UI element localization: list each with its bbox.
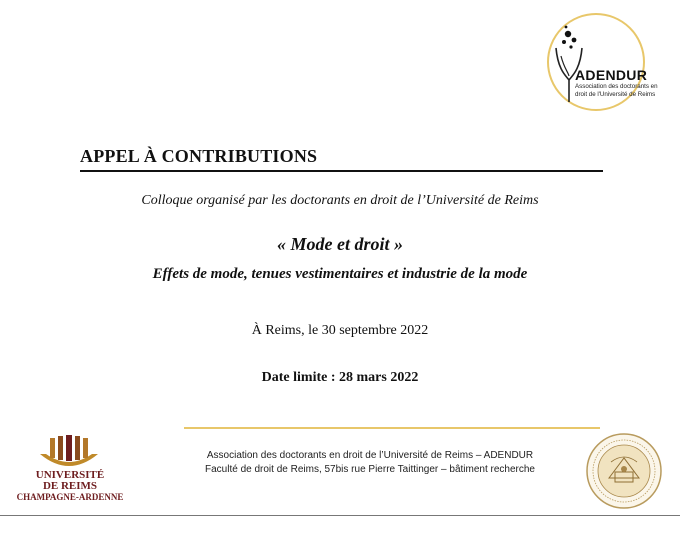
event-theme: « Mode et droit » <box>277 234 403 254</box>
tagline-line-1: Association des doctorants en <box>575 83 658 90</box>
footer-line-2: Faculté de droit de Reims, 57bis rue Pierre Taittinger – bâtiment recherche <box>205 464 535 475</box>
footer-line-1: Association des doctorants en droit de l’Université de Reims – ADENDUR <box>206 450 534 461</box>
footer-address <box>160 449 580 477</box>
university-line-2: DE REIMS <box>42 480 98 492</box>
page-title: APPEL À CONTRIBUTIONS <box>80 146 318 166</box>
tagline-line-2: droit de l'Université de Reims <box>575 90 656 98</box>
university-line-3: CHAMPAGNE-ARDENNE <box>16 492 124 502</box>
university-line-1: UNIVERSITÉ <box>35 469 105 481</box>
place-and-date: À Reims, le 30 septembre 2022 <box>251 323 429 338</box>
association-name: ADENDUR <box>575 67 648 83</box>
footer-divider <box>184 427 600 429</box>
page-bottom-rule <box>0 515 680 516</box>
event-subtheme: Effets de mode, tenues vestimentaires et industrie de la mode <box>152 266 528 282</box>
title-underline <box>80 170 603 172</box>
adendur-logo-icon <box>528 10 664 114</box>
faculty-seal-icon <box>585 432 663 510</box>
submission-deadline: Date limite : 28 mars 2022 <box>261 370 419 385</box>
event-subtitle: Colloque organisé par les doctorants en droit de l’Université de Reims <box>141 193 539 208</box>
university-logo-icon <box>34 434 104 472</box>
association-tagline <box>575 83 665 98</box>
university-name <box>14 470 126 503</box>
